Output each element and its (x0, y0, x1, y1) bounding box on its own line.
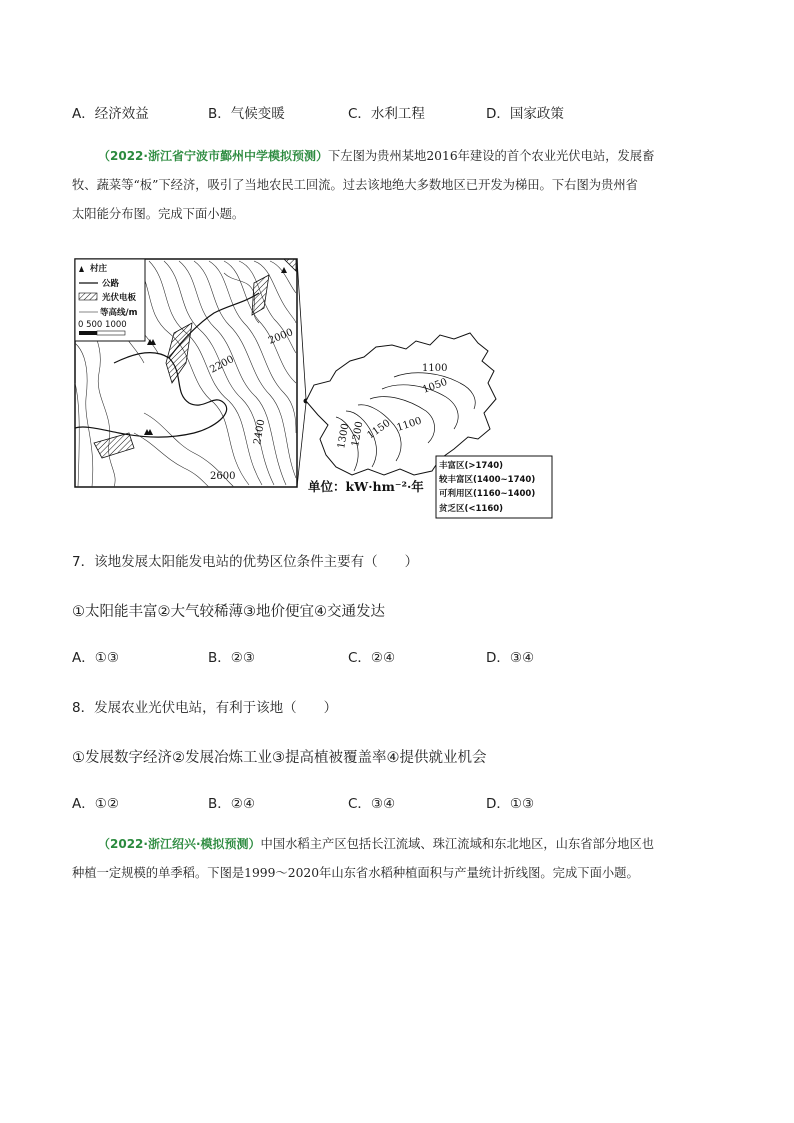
left-topographic-map (75, 259, 297, 487)
intro1-line1: 下左图为贵州某地2016年建设的首个农业光伏电站，发展畜 (327, 149, 655, 163)
zone-fairly-rich: 较丰富区(1400~1740) (439, 475, 536, 485)
contour-label-2600: 2600 (210, 471, 236, 482)
zone-usable: 可利用区(1160~1400) (439, 489, 536, 499)
source-tag: （2022·浙江省宁波市鄞州中学模拟预测） (98, 149, 328, 163)
contour-label-2400: 2400 (252, 418, 268, 446)
q7-option-d: D．③④ (486, 650, 535, 666)
unit-label: 单位：kW·hm⁻²·年 (308, 479, 424, 494)
q8-option-d: D．①③ (486, 796, 535, 812)
solar-maps-figure (74, 253, 554, 521)
intro2-line1: 中国水稻主产区包括长江流域、珠江流域和东北地区，山东省部分地区也 (260, 837, 655, 851)
legend-road: 公路 (102, 279, 120, 289)
q6-option-c: C．水利工程 (348, 106, 425, 122)
q6-option-d: D．国家政策 (486, 106, 564, 122)
intro-paragraph-2 (72, 830, 722, 888)
isoline-label-1050: 1050 (421, 376, 449, 396)
legend-solar: 光伏电板 (102, 293, 137, 303)
contour-label-2200: 2200 (208, 353, 236, 376)
solar-zone-legend (436, 456, 552, 518)
source-tag-2: （2022·浙江绍兴·模拟预测） (98, 837, 261, 851)
zone-rich: 丰富区(>1740) (439, 461, 504, 471)
legend-village: 村庄 (90, 264, 108, 274)
intro1-line2: 牧、蔬菜等“板”下经济，吸引了当地农民工回流。过去该地绝大多数地区已开发为梯田。下右图为贵州省 (72, 178, 638, 192)
q8-option-c: C．③④ (348, 796, 396, 812)
q7-option-b: B．②③ (208, 650, 255, 666)
q8-items: ①发展数字经济②发展冶炼工业③提高植被覆盖率④提供就业机会 (72, 750, 487, 766)
q6-option-b: B．气候变暖 (208, 106, 285, 122)
isoline-label-1150: 1150 (365, 417, 393, 442)
intro1-line3: 太阳能分布图。完成下面小题。 (72, 207, 245, 221)
contour-label-2000: 2000 (267, 327, 295, 347)
zone-poor: 贫乏区(<1160) (439, 504, 504, 514)
q8-stem: 8．发展农业光伏电站，有利于该地（ ） (72, 700, 338, 716)
intro2-line2: 种植一定规模的单季稻。下图是1999～2020年山东省水稻种植面积与产量统计折线图。完成下面小题。 (72, 866, 639, 880)
legend-scale-text: 0 500 1000 (78, 320, 127, 330)
q8-option-b: B．②④ (208, 796, 255, 812)
q7-stem: 7．该地发展太阳能发电站的优势区位条件主要有（ ） (72, 554, 419, 570)
q7-items: ①太阳能丰富②大气较稀薄③地价便宜④交通发达 (72, 604, 385, 620)
q8-option-a: A．①② (72, 796, 119, 812)
isoline-label-1100a: 1100 (422, 363, 448, 374)
isoline-label-1100b: 1100 (395, 415, 424, 434)
left-map-legend (75, 259, 145, 341)
q7-option-c: C．②④ (348, 650, 396, 666)
legend-contour: 等高线/m (100, 308, 138, 318)
intro-paragraph-1 (72, 142, 722, 229)
q6-option-a: A．经济效益 (72, 106, 149, 122)
right-guizhou-map (306, 333, 552, 518)
isoline-label-1300: 1300 (336, 422, 352, 450)
q7-option-a: A．①③ (72, 650, 119, 666)
isoline-label-1200: 1200 (350, 420, 366, 448)
